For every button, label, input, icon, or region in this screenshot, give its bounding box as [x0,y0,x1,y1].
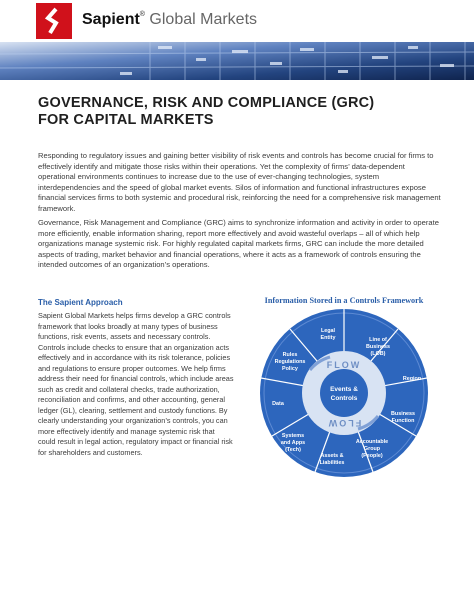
segment-rules-policy-line-1: Rules [282,352,298,358]
segment-systems-apps-line-2: and Apps [280,440,306,446]
segment-legal-entity-line-1: Legal [320,328,336,334]
brand-name [82,11,257,29]
segment-business-function-line-1: Business [391,411,415,417]
brand-bold: Sapient [82,11,140,28]
segment-rules-policy-line-3: Policy [282,366,298,372]
flow-label-top: FLOW [326,360,362,370]
brand-registered-mark: ® [139,11,145,18]
diagram-title: Information Stored in a Controls Framework [264,296,424,305]
segment-business-function-line-2: Function [391,418,415,424]
sapient-logo [36,3,72,39]
sapient-logo-mark-icon [36,3,72,39]
segment-accountable-group-line-1: Accountable [355,439,389,445]
segment-lob-line-2: Business [366,344,390,350]
segment-systems-apps-line-1: Systems [281,433,305,439]
page-title-line-1: GOVERNANCE, RISK AND COMPLIANCE (GRC) [38,95,375,111]
intro-paragraph-1: Responding to regulatory issues and gaining better visibility of risk events and controls has become crucial for firms to effectively identify and mitigate those risks within their operations. Yet the complexity of firms’ data-dependent operational environments continues to increase due to the use of ever-changing technologies, system interdependencies and the speed of global market events. Silos of information and functional infrastructures expose financial services firms to both systemic and procedural risk, reinforcing the need for a comprehensive risk management framework. [38,151,441,213]
brand-global-markets: Global Markets [144,11,258,28]
center-label-line-2: Controls [330,395,358,402]
segment-assets-liabilities-line-2: Liabilities [319,460,345,466]
approach-body: Sapient Global Markets helps firms develop a GRC controls framework that looks broadly at many types of business functions, risk events, assets and necessary controls. Controls include checks to ensure that an organization acts effectively and in accordance with its risk tolerance, policies and regulations to ensure proper outcomes. We help firms address their need for financial controls, which include areas such as credit and collateral checks, trade authorization, reconciliation and confirms, and other accounting, general ledger (GL), clearing, settlement and custody functions. By clearly understanding your organization’s controls, you can more effectively identify and manage systemic risk that could result in legal action, regulatory impact or financial risk for shareholders and customers. [38,311,234,457]
center-label-line-1: Events & [330,386,358,393]
segment-lob-line-3: (LOB) [370,351,386,357]
page-title [38,95,438,129]
page-title-line-2: FOR CAPITAL MARKETS [38,112,214,128]
segment-legal-entity-line-2: Entity [320,335,336,341]
intro-paragraph-2: Governance, Risk Management and Compliance (GRC) aims to synchronize information and activity in order to operate more efficiently, enable information sharing, report more effectively and avoid wasteful overlaps – all of which help organizations manage systemic risk. For highly regulated capital markets firms, GRC can include the more detailed aspects of trading, market behavior and financial operations, where it acts as a framework of controls ensuring the intended outcomes of an organization’s operations. [38,218,439,270]
segment-data: Data [272,401,284,407]
segment-systems-apps-line-3: (Tech) [285,447,301,453]
controls-framework-diagram [240,308,448,483]
segment-accountable-group-line-3: (People) [361,453,383,459]
segment-rules-policy-line-2: Regulations [274,359,306,365]
segment-accountable-group-line-2: Group [363,446,381,452]
page-header [0,0,474,42]
header-banner-image [0,42,474,80]
flow-label-bottom: FLOW [326,418,362,428]
segment-region: Region [402,376,422,382]
center-circle [320,369,368,417]
approach-heading: The Sapient Approach [38,298,123,307]
segment-lob-line-1: Line of [369,337,387,343]
segment-assets-liabilities-line-1: Assets & [320,453,344,459]
